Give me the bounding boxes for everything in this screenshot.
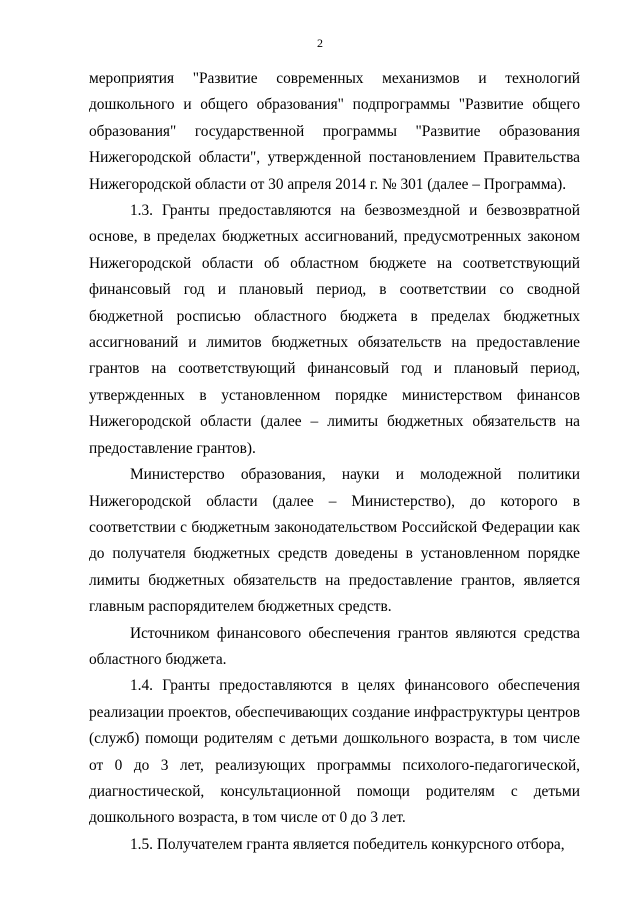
paragraph-funding-source: Источником финансового обеспечения грантов являются средства областного бюджета.: [89, 624, 580, 668]
document-body: [89, 66, 580, 858]
page-number: 2: [317, 36, 323, 50]
paragraph-ministry: Министерство образования, науки и молодежной политики Нижегородской области (далее – Министерство), до которого в соответствии с бюджетным законодательством Российской Федерации как до получателя бюджетных средств доведены в установленном порядке лимиты бюджетных обязательств на предоставление грантов, является главным распорядителем бюджетных средств.: [89, 466, 580, 616]
paragraph-continuation: мероприятия "Развитие современных механизмов и технологий дошкольного и общего образования" подпрограммы "Развитие общего образования" государственной программы "Развитие образования Нижегородской области", утвержденной постановлением Правительства Нижегородской области от 30 апреля 2014 г. № 301 (далее – Программа).: [89, 70, 580, 193]
paragraph-1-5: 1.5. Получателем гранта является победитель конкурсного отбора,: [130, 835, 565, 853]
paragraph-1-3: 1.3. Гранты предоставляются на безвозмездной и безвозвратной основе, в пределах бюджетных ассигнований, предусмотренных законом Нижегородской области об областном бюджете на соответствующий финансовый год и плановый период, в соответствии со сводной бюджетной росписью областного бюджета в пределах бюджетных ассигнований и лимитов бюджетных обязательств на предоставление грантов на соответствующий финансовый год и плановый период, утвержденных в установленном порядке министерством финансов Нижегородской области (далее – лимиты бюджетных обязательств на предоставление грантов).: [89, 202, 580, 457]
paragraph-1-4: 1.4. Гранты предоставляются в целях финансового обеспечения реализации проектов, обеспечивающих создание инфраструктуры центров (служб) помощи родителям с детьми дошкольного возраста, в том числе от 0 до 3 лет, реализующих программы психолого-педагогической, диагностической, консультационной помощи родителям с детьми дошкольного возраста, в том числе от 0 до 3 лет.: [89, 677, 580, 827]
